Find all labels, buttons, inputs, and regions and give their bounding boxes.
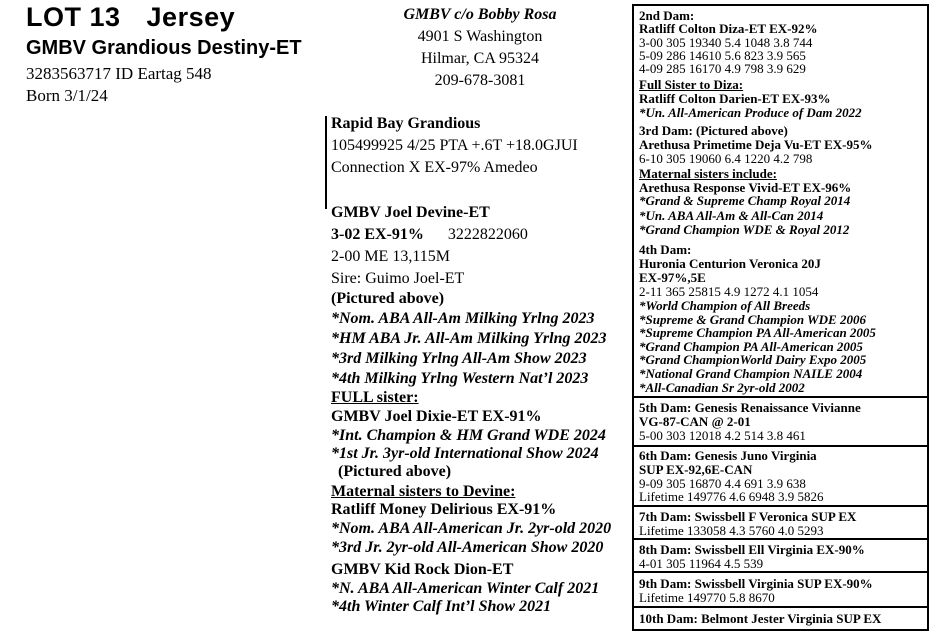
pedigree-line: *Grand ChampionWorld Dairy Expo 2005: [639, 352, 867, 367]
pedigree-line: 2nd Dam:: [639, 8, 695, 23]
full-sister-heading: FULL sister:: [331, 389, 419, 406]
full-sister-honor: *1st Jr. 3yr-old International Show 2024: [331, 445, 599, 462]
pedigree-line: VG-87-CAN @ 2-01: [639, 414, 751, 429]
dam-sire: Sire: Guimo Joel-ET: [331, 270, 465, 287]
consignor-name: GMBV c/o Bobby Rosa: [403, 6, 557, 23]
pedigree-line: *Grand Champion PA All-American 2005: [639, 339, 863, 354]
pedigree-line: 5-09 286 14610 5.6 823 3.9 565: [639, 48, 806, 63]
pedigree-line: *Supreme & Grand Champion WDE 2006: [639, 312, 866, 327]
section-divider: [632, 571, 929, 573]
pedigree-line: *Un. ABA All-Am & All-Can 2014: [639, 208, 824, 223]
full-sister-pictured: (Pictured above): [338, 463, 452, 480]
dam-pictured: (Pictured above): [331, 290, 445, 307]
section-divider: [632, 505, 929, 507]
maternal-sister-name: Ratliff Money Delirious EX-91%: [331, 501, 557, 518]
section-divider: [632, 396, 929, 398]
maternal-sisters-heading: Maternal sisters to Devine:: [331, 483, 516, 500]
pedigree-line: *World Champion of All Breeds: [639, 298, 811, 313]
pedigree-line: 8th Dam: Swissbell Ell Virginia EX-90%: [639, 542, 865, 557]
pedigree-line: 4-01 305 11964 4.5 539: [639, 556, 764, 571]
section-divider: [632, 606, 929, 608]
pedigree-line: 5-00 303 12018 4.2 514 3.8 461: [639, 428, 806, 443]
pedigree-line: Ratliff Colton Diza-ET EX-92%: [639, 21, 818, 36]
pedigree-line: 5th Dam: Genesis Renaissance Vivianne: [639, 400, 861, 415]
pedigree-line: 6-10 305 19060 6.4 1220 4.2 798: [639, 151, 813, 166]
consignor-block: [380, 4, 580, 92]
pedigree-line: EX-97%,5E: [639, 270, 706, 285]
section-divider: [632, 538, 929, 540]
breed: Jersey: [146, 2, 236, 32]
sire-stats: 105499925 4/25 PTA +.6T +18.0GJUI: [331, 137, 578, 154]
dam-reg: 3222822060: [447, 226, 528, 243]
maternal-sister-honor: *N. ABA All-American Winter Calf 2021: [331, 580, 600, 597]
sire-pedigree: Connection X EX-97% Amedeo: [331, 159, 538, 176]
pedigree-line: Maternal sisters include:: [639, 166, 777, 181]
pedigree-line: *Un. All-American Produce of Dam 2022: [639, 105, 862, 120]
pedigree-line: *Grand Champion WDE & Royal 2012: [639, 222, 850, 237]
birth-date: Born 3/1/24: [26, 86, 108, 105]
pedigree-line: 10th Dam: Belmont Jester Virginia SUP EX: [639, 611, 882, 626]
pedigree-line: Lifetime 149776 4.6 6948 3.9 5826: [639, 489, 824, 504]
pedigree-line: 4th Dam:: [639, 242, 692, 257]
pedigree-line: Full Sister to Diza:: [639, 77, 744, 92]
dam-honor: *Nom. ABA All-Am Milking Yrlng 2023: [331, 310, 595, 327]
pedigree-line: Lifetime 133058 4.3 5760 4.0 5293: [639, 523, 824, 538]
dam-honor: *4th Milking Yrlng Western Nat’l 2023: [331, 370, 589, 387]
sire-name: Rapid Bay Grandious: [331, 115, 481, 132]
consignor-city: Hilmar, CA 95324: [420, 50, 540, 67]
pedigree-line: 3-00 305 19340 5.4 1048 3.8 744: [639, 35, 813, 50]
pedigree-line: Ratliff Colton Darien-ET EX-93%: [639, 91, 831, 106]
pedigree-line: 9th Dam: Swissbell Virginia SUP EX-90%: [639, 576, 873, 591]
pedigree-line: Arethusa Primetime Deja Vu-ET EX-95%: [639, 137, 873, 152]
pedigree-bracket: [325, 116, 327, 209]
consignor-street: 4901 S Washington: [417, 28, 543, 45]
maternal-sister-name: GMBV Kid Rock Dion-ET: [331, 561, 514, 578]
lot-number: LOT 13: [26, 2, 121, 32]
dam-score-line: [331, 226, 528, 244]
full-sister-honor: *Int. Champion & HM Grand WDE 2024: [331, 427, 606, 444]
pedigree-line: *Supreme Champion PA All-American 2005: [639, 325, 876, 340]
lot-header: [26, 2, 235, 33]
pedigree-line: 7th Dam: Swissbell F Veronica SUP EX: [639, 509, 857, 524]
full-sister-name: GMBV Joel Dixie-ET EX-91%: [331, 408, 542, 425]
pedigree-line: *All-Canadian Sr 2yr-old 2002: [639, 380, 805, 395]
pedigree-line: 9-09 305 16870 4.4 691 3.9 638: [639, 476, 806, 491]
maternal-sister-honor: *3rd Jr. 2yr-old All-American Show 2020: [331, 539, 604, 556]
maternal-sister-honor: *4th Winter Calf Int’l Show 2021: [331, 598, 552, 615]
dam-honor: *HM ABA Jr. All-Am Milking Yrlng 2023: [331, 330, 607, 347]
dam-honor: *3rd Milking Yrlng All-Am Show 2023: [331, 350, 587, 367]
section-divider: [632, 445, 929, 447]
dam-score: 3-02 EX-91%: [331, 226, 424, 243]
maternal-sister-honor: *Nom. ABA All-American Jr. 2yr-old 2020: [331, 520, 612, 537]
animal-name: GMBV Grandious Destiny-ET: [26, 37, 302, 59]
consignor-phone: 209-678-3081: [434, 72, 526, 89]
pedigree-line: SUP EX-92,6E-CAN: [639, 462, 753, 477]
pedigree-line: 4-09 285 16170 4.9 798 3.9 629: [639, 61, 806, 76]
dam-record: 2-00 ME 13,115M: [331, 248, 450, 265]
pedigree-line: 3rd Dam: (Pictured above): [639, 123, 788, 138]
registration-line: 3283563717 ID Eartag 548: [26, 64, 212, 83]
pedigree-line: Huronia Centurion Veronica 20J: [639, 256, 821, 271]
pedigree-line: Lifetime 149770 5.8 8670: [639, 590, 775, 605]
pedigree-line: Arethusa Response Vivid-ET EX-96%: [639, 180, 852, 195]
pedigree-line: 6th Dam: Genesis Juno Virginia: [639, 448, 817, 463]
pedigree-line: *Grand & Supreme Champ Royal 2014: [639, 193, 851, 208]
dam-name: GMBV Joel Devine-ET: [331, 204, 490, 221]
pedigree-line: 2-11 365 25815 4.9 1272 4.1 1054: [639, 284, 819, 299]
pedigree-line: *National Grand Champion NAILE 2004: [639, 366, 863, 381]
